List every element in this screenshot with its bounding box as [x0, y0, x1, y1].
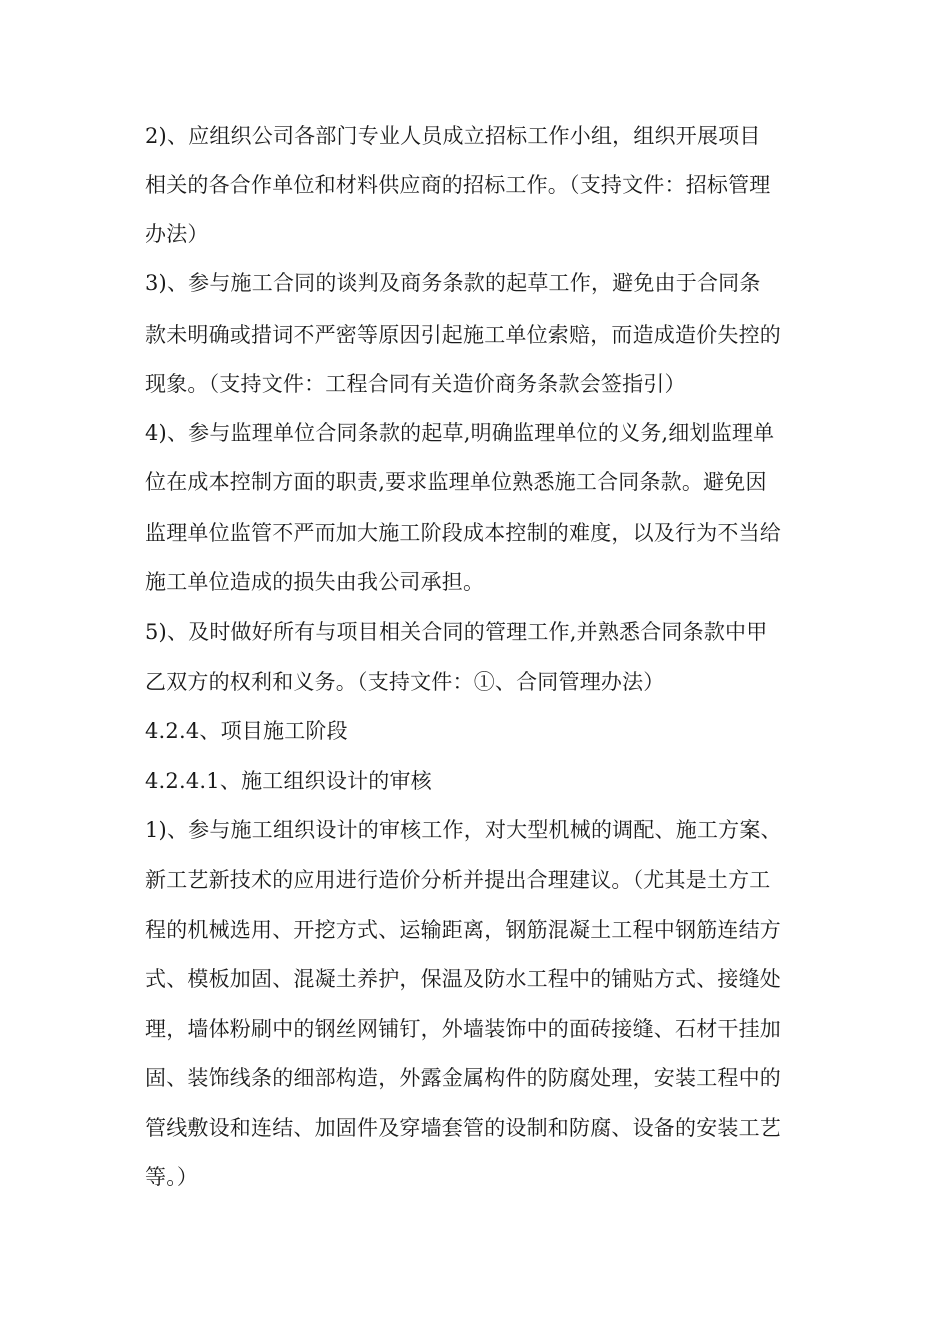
text-line: 3)、参与施工合同的谈判及商务条款的起草工作，避免由于合同条	[145, 271, 761, 295]
text-line: 相关的各合作单位和材料供应商的招标工作。（支持文件：招标管理	[145, 173, 771, 197]
text-line: 2)、应组织公司各部门专业人员成立招标工作小组，组织开展项目	[145, 124, 761, 148]
text-line: 1)、参与施工组织设计的审核工作，对大型机械的调配、施工方案、	[145, 818, 782, 842]
text-line: 固、装饰线条的细部构造，外露金属构件的防腐处理，安装工程中的	[145, 1066, 781, 1090]
text-line: 管线敷设和连结、加固件及穿墙套管的设制和防腐、设备的安装工艺	[145, 1116, 781, 1140]
text-line: 现象。（支持文件：工程合同有关造价商务条款会签指引）	[145, 372, 686, 396]
subsection-heading: 4.2.4.1、施工组织设计的审核	[145, 769, 432, 793]
text-line: 新工艺新技术的应用进行造价分析并提出合理建议。（尤其是土方工	[145, 868, 771, 892]
text-line: 程的机械选用、开挖方式、运输距离，钢筋混凝土工程中钢筋连结方	[145, 918, 781, 942]
text-line: 式、模板加固、混凝土养护，保温及防水工程中的铺贴方式、接缝处	[145, 967, 781, 991]
text-line: 5)、及时做好所有与项目相关合同的管理工作,并熟悉合同条款中甲	[145, 620, 768, 644]
section-heading: 4.2.4、项目施工阶段	[145, 719, 348, 743]
text-line: 施工单位造成的损失由我公司承担。	[145, 570, 485, 594]
text-line: 4)、参与监理单位合同条款的起草,明确监理单位的义务,细划监理单	[145, 421, 775, 445]
text-line: 位在成本控制方面的职责,要求监理单位熟悉施工合同条款。避免因	[145, 470, 767, 494]
text-line: 乙双方的权利和义务。（支持文件：①、合同管理办法）	[145, 670, 665, 694]
text-line: 等。）	[145, 1165, 199, 1189]
text-line: 监理单位监管不严而加大施工阶段成本控制的难度，以及行为不当给	[145, 521, 781, 545]
text-line: 办法）	[145, 222, 209, 246]
text-line: 款未明确或措词不严密等原因引起施工单位索赔，而造成造价失控的	[145, 323, 781, 347]
text-line: 理，墙体粉刷中的钢丝网铺钉，外墙装饰中的面砖接缝、石材干挂加	[145, 1017, 781, 1041]
